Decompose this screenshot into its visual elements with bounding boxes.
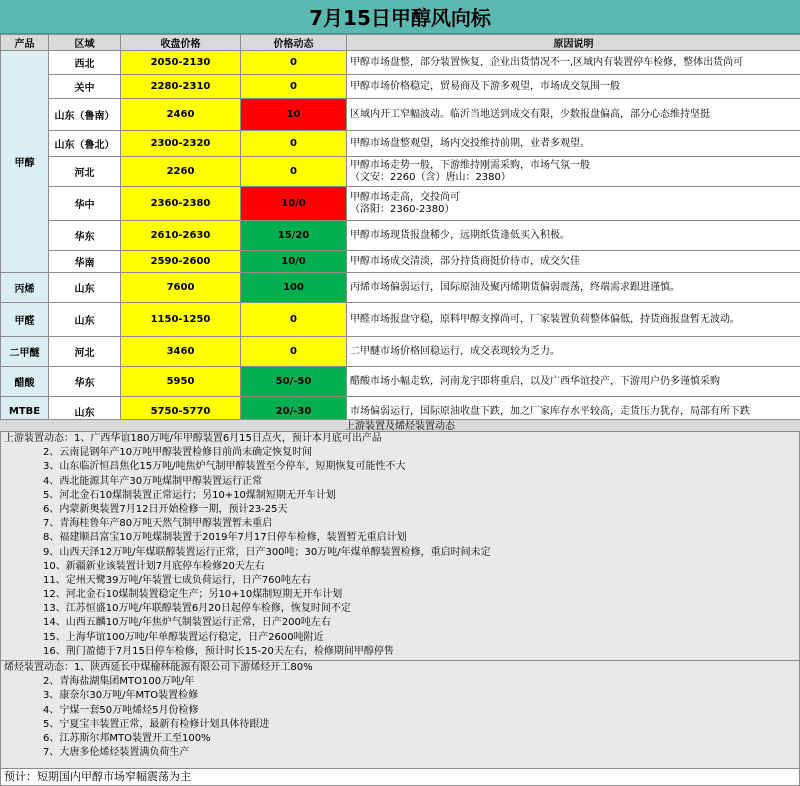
reason-cell: 丙烯市场偏弱运行，国际原油及聚丙烯期货偏弱震荡，终端需求跟进谨慎。 [347, 273, 800, 303]
price-cell: 5750-5770 [121, 397, 241, 427]
region-cell: 华东 [49, 367, 121, 397]
table-row [1, 251, 800, 273]
olefin-line: 2、青海盐湖集团MTO100万吨/年 [43, 676, 195, 688]
product-cell-methanol: 甲醇 [1, 51, 49, 273]
reason-cell: 甲醛市场报盘守稳，原料甲醇支撑尚可，厂家装置负荷整体偏低，持货商报盘暂无波动。 [347, 303, 800, 337]
forecast-note: 预计：短期国内甲醇市场窄幅震荡为主 [0, 768, 800, 786]
product-cell: 甲醛 [1, 303, 49, 337]
olefin-line: 5、宁夏宝丰装置正常，最新有检修计划具体待跟进 [43, 718, 270, 730]
dynamic-cell: 0 [241, 75, 347, 99]
upstream-line: 6、内蒙新奥装置7月12日开始检修一期，预计23-25天 [43, 503, 288, 515]
region-cell: 山东（鲁北） [49, 131, 121, 157]
section-band-title: 上游装置及烯烃装置动态 [0, 419, 800, 432]
upstream-line: 11、定州天鹭39万吨/年装置七成负荷运行，日产760吨左右 [43, 574, 311, 586]
product-cell: 二甲醚 [1, 337, 49, 367]
region-cell: 山东 [49, 303, 121, 337]
dynamic-cell: 0 [241, 131, 347, 157]
reason-cell: 甲醇市场成交清淡，部分持货商挺价待市，成交欠佳 [347, 251, 800, 273]
region-cell: 河北 [49, 337, 121, 367]
reason-cell: 甲醇市场盘整，部分装置恢复，企业出货情况不一,区域内有装置停车检修，整体出货尚可 [347, 51, 800, 75]
price-cell: 2360-2380 [121, 187, 241, 221]
dynamic-cell: 0 [241, 157, 347, 187]
dynamic-cell: 50/-50 [241, 367, 347, 397]
upstream-line: 10、新疆新业该装置计划7月底停车检修20天左右 [43, 560, 265, 572]
reason-cell: 区域内开工窄幅波动。临沂当地送到成交有限，少数报盘偏高，部分心态维持坚挺 [347, 99, 800, 131]
upstream-line: 7、青海桂鲁年产80万吨天然气制甲醇装置暂未重启 [43, 518, 273, 530]
upstream-line: 9、山西天泽12万吨/年煤联醇装置运行正常，日产300吨；30万吨/年煤单醇装置检修，重启时间未定 [43, 546, 491, 558]
dynamic-cell: 10/0 [241, 251, 347, 273]
price-cell: 2300-2320 [121, 131, 241, 157]
price-cell: 2050-2130 [121, 51, 241, 75]
dynamic-cell: 15/20 [241, 221, 347, 251]
price-cell: 1150-1250 [121, 303, 241, 337]
dynamic-cell: 100 [241, 273, 347, 303]
price-cell: 7600 [121, 273, 241, 303]
dynamic-cell: 0 [241, 303, 347, 337]
upstream-section [0, 432, 800, 660]
price-cell: 2280-2310 [121, 75, 241, 99]
price-table [0, 34, 800, 427]
page-title: 7月15日甲醇风向标 [0, 0, 800, 34]
reason-cell: 二甲醚市场价格回稳运行，成交表现较为乏力。 [347, 337, 800, 367]
price-cell: 3460 [121, 337, 241, 367]
header-dynamic: 价格动态 [241, 35, 347, 51]
upstream-line: 14、山西五麟10万吨/年焦炉气制装置运行正常，日产200吨左右 [43, 617, 331, 629]
reason-cell: 甲醇市场现货报盘稀少，远期纸货逢低买入积极。 [347, 221, 800, 251]
table-row [1, 157, 800, 187]
table-row [1, 187, 800, 221]
upstream-line: 3、山东临沂恒昌焦化15万吨/吨焦炉气制甲醇装置至今停车，短期恢复可能性不大 [43, 461, 406, 473]
reason-cell: 甲醇市场走势一般，下游维持刚需采购，市场气氛一般 （文安：2260（含）唐山：2380） [347, 157, 800, 187]
price-cell: 2590-2600 [121, 251, 241, 273]
price-cell: 5950 [121, 367, 241, 397]
table-row [1, 273, 800, 303]
region-cell: 华东 [49, 221, 121, 251]
table-row [1, 75, 800, 99]
header-product: 产品 [1, 35, 49, 51]
dynamic-cell: 0 [241, 337, 347, 367]
olefin-line: 4、宁煤一套50万吨烯烃5月份检修 [43, 704, 199, 716]
dynamic-cell: 0 [241, 51, 347, 75]
region-cell: 西北 [49, 51, 121, 75]
dynamic-cell: 20/-30 [241, 397, 347, 427]
table-header-row [1, 35, 800, 51]
region-cell: 华中 [49, 187, 121, 221]
region-cell: 华南 [49, 251, 121, 273]
region-cell: 山东（鲁南） [49, 99, 121, 131]
olefin-line: 烯烃装置动态：1、陕西延长中煤榆林能源有限公司下游烯烃开工80% [4, 662, 313, 673]
header-price: 收盘价格 [121, 35, 241, 51]
olefin-line: 6、江苏斯尔邦MTO装置开工至100% [43, 732, 211, 744]
region-cell: 山东 [49, 397, 121, 427]
upstream-line: 5、河北金石10煤制装置正常运行；另10+10煤制短期无开车计划 [43, 489, 336, 501]
table-row [1, 131, 800, 157]
table-row [1, 303, 800, 337]
region-cell: 山东 [49, 273, 121, 303]
reason-cell: 甲醇市场盘整观望，场内交投维持前期，业者多观望。 [347, 131, 800, 157]
header-region: 区域 [49, 35, 121, 51]
table-row [1, 337, 800, 367]
upstream-line: 12、河北金石10煤制装置稳定生产；另10+10煤制短期无开车计划 [43, 589, 343, 601]
table-row [1, 367, 800, 397]
table-row [1, 221, 800, 251]
olefin-line: 7、大唐多伦烯烃装置满负荷生产 [43, 747, 190, 759]
dynamic-cell: 10/0 [241, 187, 347, 221]
upstream-line: 16、荆门盈德于7月15日停车检修，预计时长15-20天左右，检修期间甲醇停售 [43, 645, 394, 657]
upstream-line: 2、云南昆钢年产10万吨甲醇装置检修目前尚未确定恢复时间 [43, 447, 313, 459]
price-cell: 2460 [121, 99, 241, 131]
header-reason: 原因说明 [347, 35, 800, 51]
product-cell: 醋酸 [1, 367, 49, 397]
price-cell: 2260 [121, 157, 241, 187]
upstream-line: 4、西北能源其年产30万吨煤制甲醇装置运行正常 [43, 475, 263, 487]
table-row [1, 99, 800, 131]
olefin-line: 3、康奈尔30万吨/年MTO装置检修 [43, 690, 199, 702]
upstream-line: 8、福建顺昌富宝10万吨煤制装置于2019年7月17日停车检修，装置暂无重启计划 [43, 532, 407, 544]
upstream-line: 13、江苏恒盛10万吨/年联醇装置6月20日起停车检修，恢复时间不定 [43, 603, 351, 615]
upstream-line: 上游装置动态：1、广西华谊180万吨/年甲醇装置6月15日点火，预计本月底可出产品 [4, 433, 382, 444]
olefin-section [0, 660, 800, 768]
product-cell: MTBE [1, 397, 49, 427]
dynamic-cell: 10 [241, 99, 347, 131]
reason-cell: 醋酸市场小幅走软，河南龙宇即将重启，以及广西华谊投产，下游用户仍多谨慎采购 [347, 367, 800, 397]
reason-cell: 市场偏弱运行，国际原油收盘下跌，加之厂家库存水平较高，走货压力犹存，局部有所下跌 [347, 397, 800, 427]
table-row [1, 51, 800, 75]
region-cell: 河北 [49, 157, 121, 187]
reason-cell: 甲醇市场价格稳定，贸易商及下游多观望，市场成交氛围一般 [347, 75, 800, 99]
reason-cell: 甲醇市场走高，交投尚可 （洛阳：2360-2380） [347, 187, 800, 221]
product-cell: 丙烯 [1, 273, 49, 303]
region-cell: 关中 [49, 75, 121, 99]
price-cell: 2610-2630 [121, 221, 241, 251]
upstream-line: 15、上海华谊100万吨/年单醇装置运行稳定，日产2600吨附近 [43, 631, 324, 643]
